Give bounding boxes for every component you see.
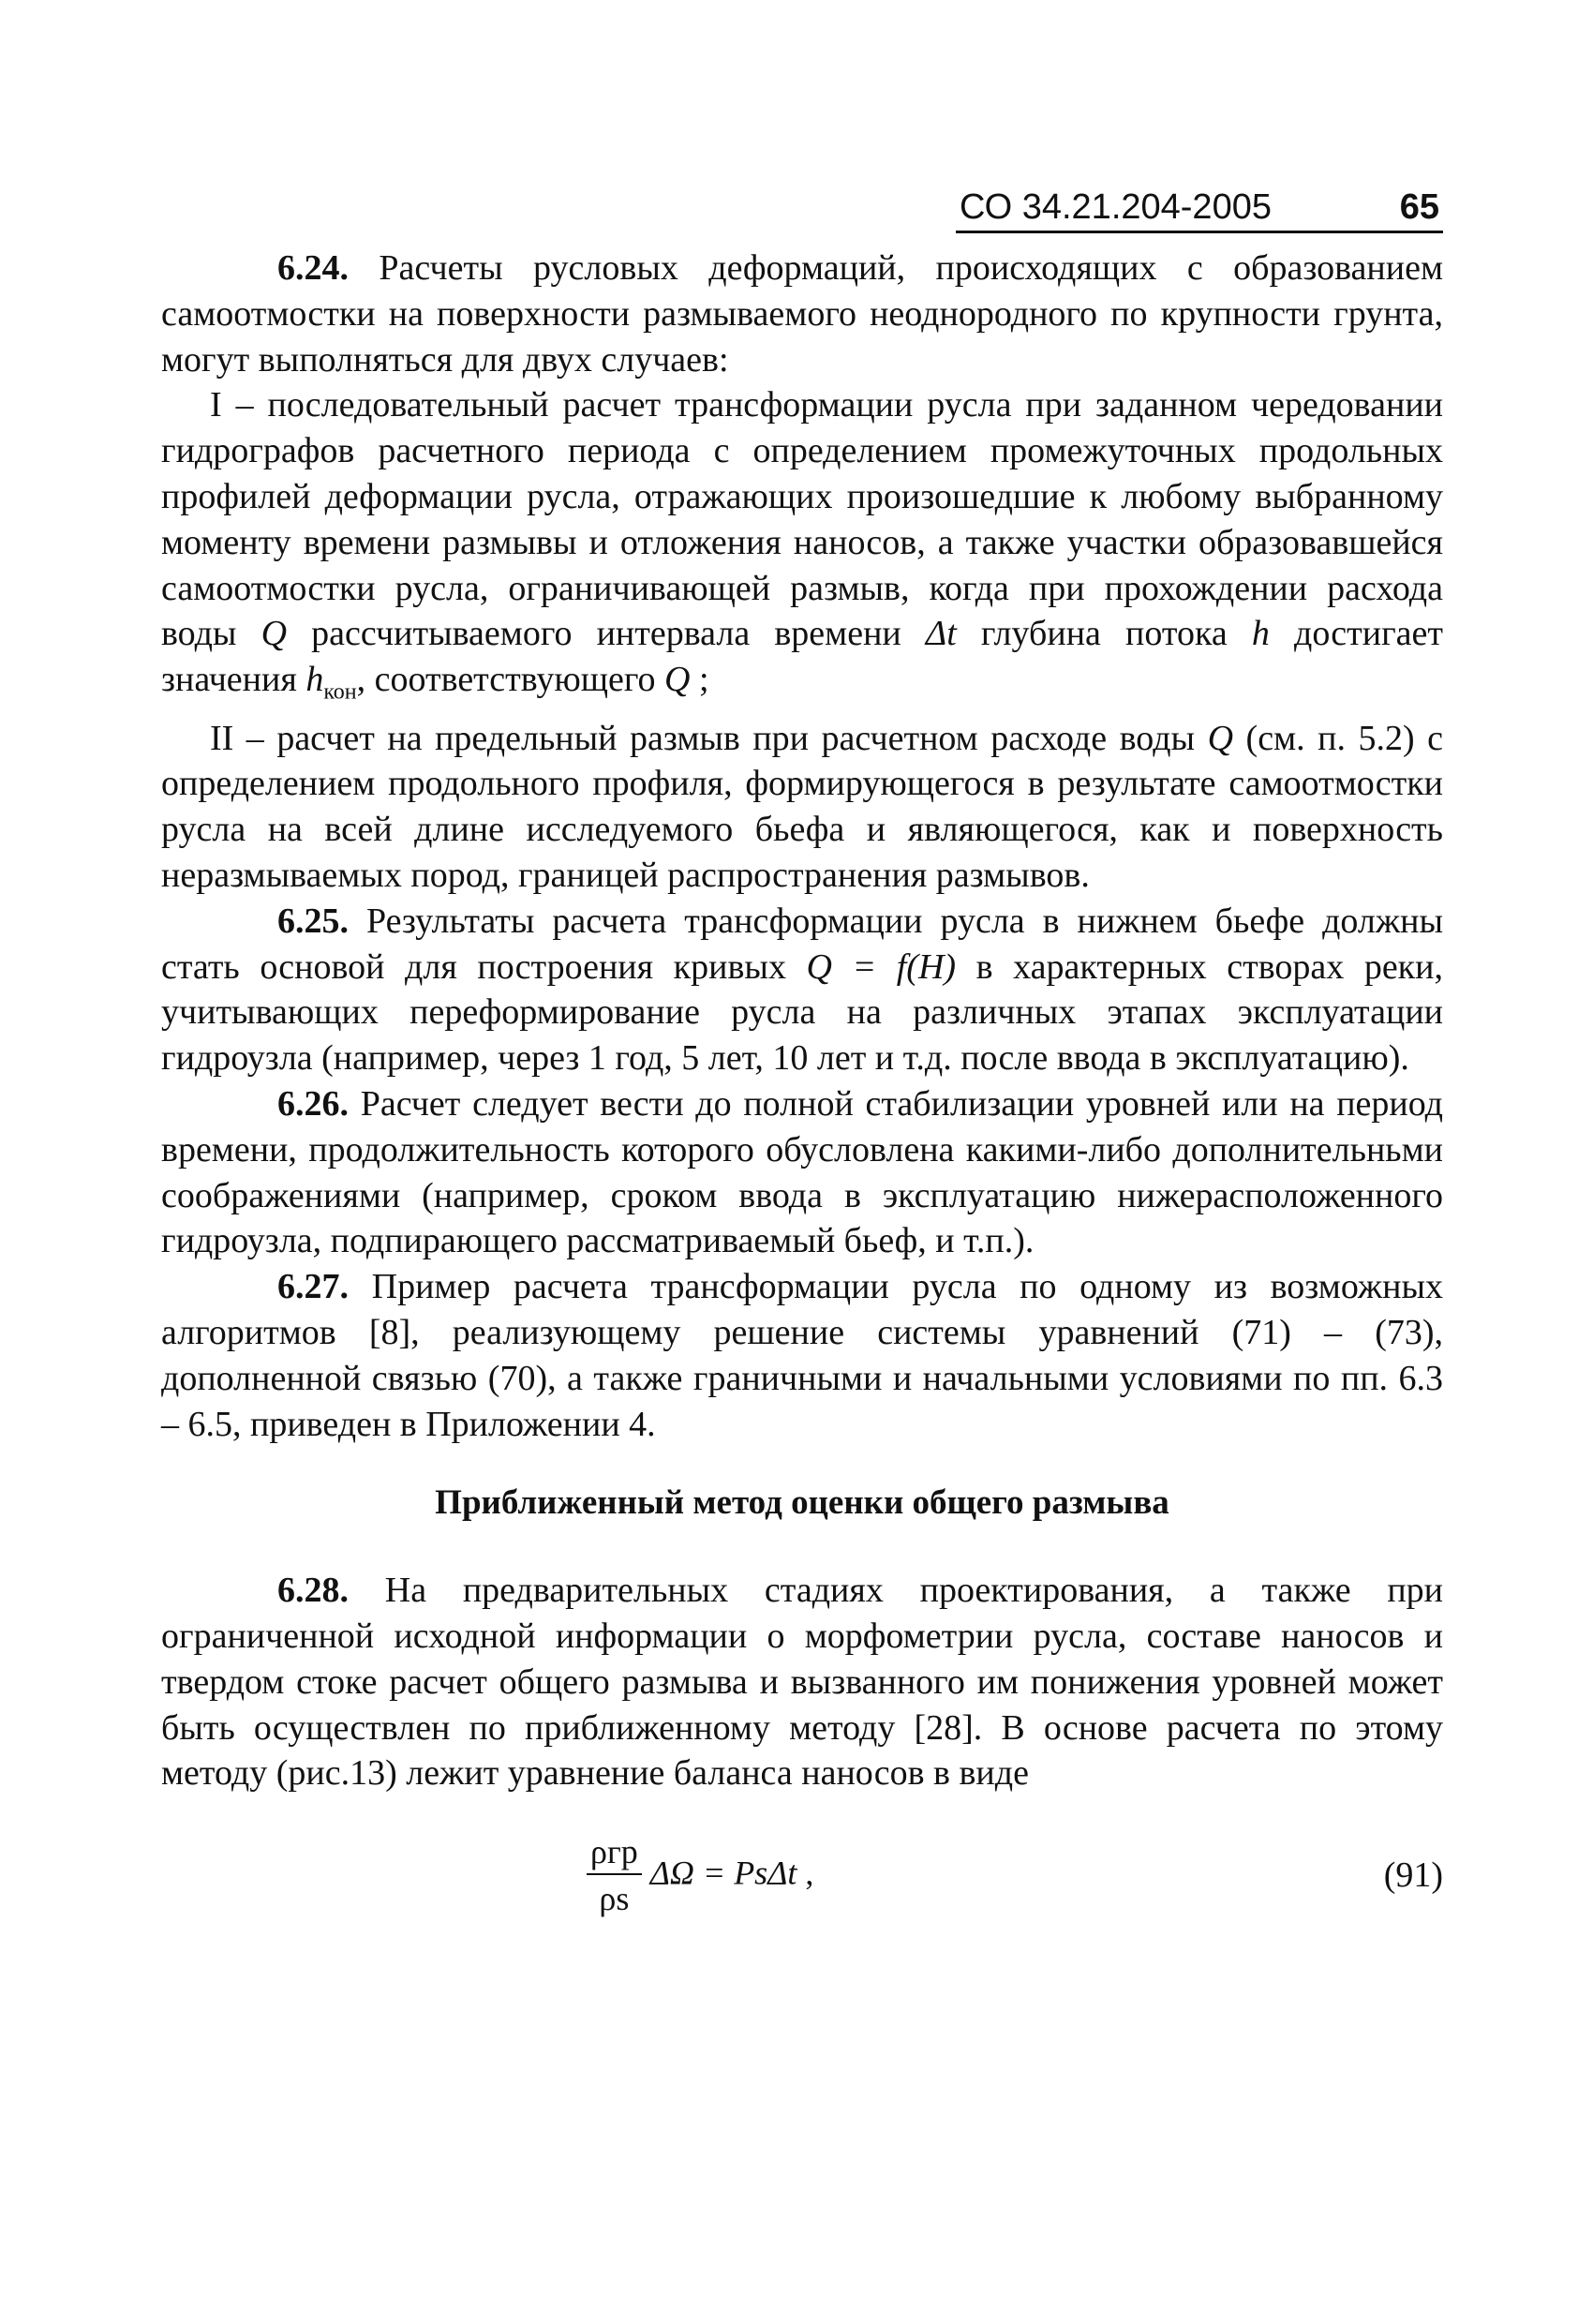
symbol-h-kon: h [305,660,324,700]
case-two-paragraph [161,716,1443,899]
symbol-h: h [1251,614,1270,654]
paragraph-6-27 [161,1264,1443,1447]
equation-rhs: ΔΩ = PsΔt [649,1854,797,1892]
page-body [161,246,1443,1943]
density-ratio-fraction [587,1830,642,1922]
text-run: (см. п. 5.2) с определением продольного профиля, формирующегося в результате самоотмостки русла на всей длине исследуемого бьефа и являющегося, как и поверхность неразмываемых пород, границей распространения размывов. [161,718,1443,895]
symbol-q: Q [261,614,288,654]
paragraph-text: Расчет следует вести до полной стабилизации уровней или на период времени, продолжительность которого обусловлена какими-либо дополнительньми соображениями (например, сроком ввода в эксплуатацию нижерасположенного гидроузла, подпирающего рассматриваемый бьеф, и т.п.). [161,1083,1444,1261]
text-run: ; [690,660,709,700]
paragraph-text: Расчеты русловых деформаций, происходящих с образованием самоотмостки на поверхности размываемого неоднородного по крупности грунта, могут выполняться для двух случаев: [161,248,1444,380]
paragraph-6-25 [161,899,1443,1081]
clause-number: 6.24. [277,248,349,288]
case-one-paragraph [161,382,1443,715]
running-header [956,184,1443,233]
equation-body [587,1830,813,1922]
inline-formula: Q = f(H) [806,946,957,987]
clause-number: 6.28. [277,1571,349,1611]
symbol-q: Q [664,660,691,700]
clause-number: 6.26. [277,1083,349,1124]
equation-comma: , [805,1854,814,1892]
text-run: , соответствующего [356,660,665,700]
equation-91 [161,1830,1443,1943]
symbol-delta-t: Δt [925,614,957,654]
text-run: Результаты расчета трансформации русла в нижнем бьефе должны стать основой для построения кривых [161,901,1444,987]
text-run: рассчитываемого интервала времени [287,614,926,654]
paragraph-text: Пример расчета трансформации русла по одному из возможных алгоритмов [8], реализующему решение системы уравнений (71) – (73), дополненной связью (70), а также граничными и начальными условиями по пп. 6.3 – 6.5, приведен в Приложении 4. [161,1267,1443,1444]
paragraph-6-26 [161,1081,1443,1264]
fraction-numerator: ρгр [587,1830,642,1875]
paragraph-6-24 [161,246,1443,382]
clause-number: 6.25. [277,901,349,941]
text-run: глубина потока [956,614,1252,654]
text-run: I – последовательный расчет трансформации русла при заданном чередовании гидрографов расчетного периода с определением промежуточных продольных профилей деформации русла, отражающих произошедшие к любому выбранному моменту времени размывы и отложения наносов, а также участки образовавшейся самоотмостки русла, ограничивающей размыв, когда при прохождении расхода воды [161,385,1443,654]
paragraph-text: На предварительных стадиях проектирования, а также при ограниченной исходной информации о морфометрии русла, составе наносов и твердом стоке расчет общего размыва и вызванного им понижения уровней может быть осуществлен по приближенному методу [28]. В основе расчета по этому методу (рис.13) лежит уравнение баланса наносов в виде [161,1571,1444,1794]
clause-number: 6.27. [277,1267,349,1307]
subscript-kon: кон [323,679,357,705]
equation-number: (91) [1383,1855,1443,1896]
fraction-denominator: ρs [599,1880,630,1918]
page-number: 65 [1399,187,1439,227]
symbol-q: Q [1207,718,1234,758]
document-code: СО 34.21.204-2005 [960,187,1272,227]
section-heading: Приближенный метод оценки общего размыва [435,1483,1169,1523]
text-run: II – расчет на предельный размыв при расчетном расходе воды [210,718,1208,758]
paragraph-6-28 [161,1568,1443,1796]
text-run: достигает значения [161,614,1444,700]
text-run: в характерных створах реки, учитывающих переформирование русла на различных этапах эксплуатации гидроузла (например, через 1 год, 5 лет, 10 лет и т.д. после ввода в эксплуатацию). [161,946,1443,1079]
